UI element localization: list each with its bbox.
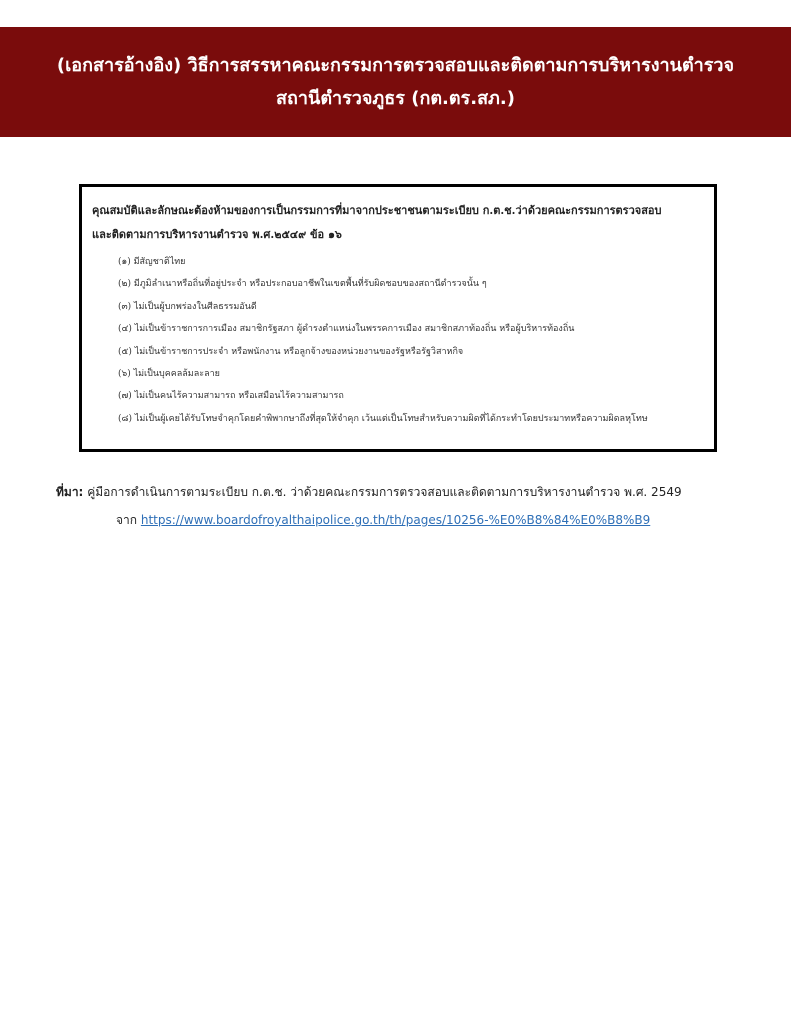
qualification-item: (๗) ไม่เป็นคนไร้ความสามารถ หรือเสมือนไร้ความสามารถ [118,391,344,402]
qualification-list [92,251,700,430]
source-citation [56,478,756,534]
source-from-label: จาก [116,513,138,527]
scanned-regulation-excerpt [79,184,717,452]
source-link[interactable]: https://www.boardofroyalthaipolice.go.th/th/pages/10256-%E0%B8%84%E0%B8%B9 [140,513,651,527]
title-banner [0,27,791,137]
excerpt-heading-line-1: คุณสมบัติและลักษณะต้องห้ามของการเป็นกรรมการที่มาจากประชาชนตามระเบียบ ก.ต.ช.ว่าด้วยคณะกรรมการตรวจสอบ [92,204,662,217]
qualification-item: (๑) มีสัญชาติไทย [118,257,186,267]
banner-title-line-2: สถานีตำรวจภูธร (กต.ตร.สภ.) [276,88,515,109]
banner-title-line-1: (เอกสารอ้างอิง) วิธีการสรรหาคณะกรรมการตรวจสอบและติดตามการบริหารงานตำรวจ [56,55,735,76]
qualification-item: (๒) มีภูมิลำเนาหรือถิ่นที่อยู่ประจำ หรือประกอบอาชีพในเขตพื้นที่รับผิดชอบของสถานีตำรวจนั้น ๆ [118,279,487,290]
qualification-item: (๖) ไม่เป็นบุคคลล้มละลาย [118,369,220,380]
qualification-item: (๘) ไม่เป็นผู้เคยได้รับโทษจำคุกโดยคำพิพากษาถึงที่สุดให้จำคุก เว้นแต่เป็นโทษสำหรับความผิดที่ได้กระทำโดยประมาทหรือความผิดลหุโทษ [118,413,648,424]
qualification-item: (๓) ไม่เป็นผู้บกพร่องในศีลธรรมอันดี [118,301,257,312]
source-row-1 [56,478,756,506]
source-text: คู่มือการดำเนินการตามระเบียบ ก.ต.ช. ว่าด้วยคณะกรรมการตรวจสอบและติดตามการบริหารงานตำรวจ พ.ศ. 2549 [87,485,682,499]
qualification-item: (๕) ไม่เป็นข้าราชการประจำ หรือพนักงาน หรือลูกจ้างของหน่วยงานของรัฐหรือรัฐวิสาหกิจ [118,346,464,357]
source-row-2 [56,506,756,534]
source-label: ที่มา: [56,485,84,499]
excerpt-heading-line-2: และติดตามการบริหารงานตำรวจ พ.ศ.๒๕๔๙ ข้อ ๑๖ [92,228,342,241]
qualification-item: (๔) ไม่เป็นข้าราชการการเมือง สมาชิกรัฐสภา ผู้ดำรงตำแหน่งในพรรคการเมือง สมาชิกสภาท้องถิ่น หรือผู้บริหารท้องถิ่น [118,324,575,335]
